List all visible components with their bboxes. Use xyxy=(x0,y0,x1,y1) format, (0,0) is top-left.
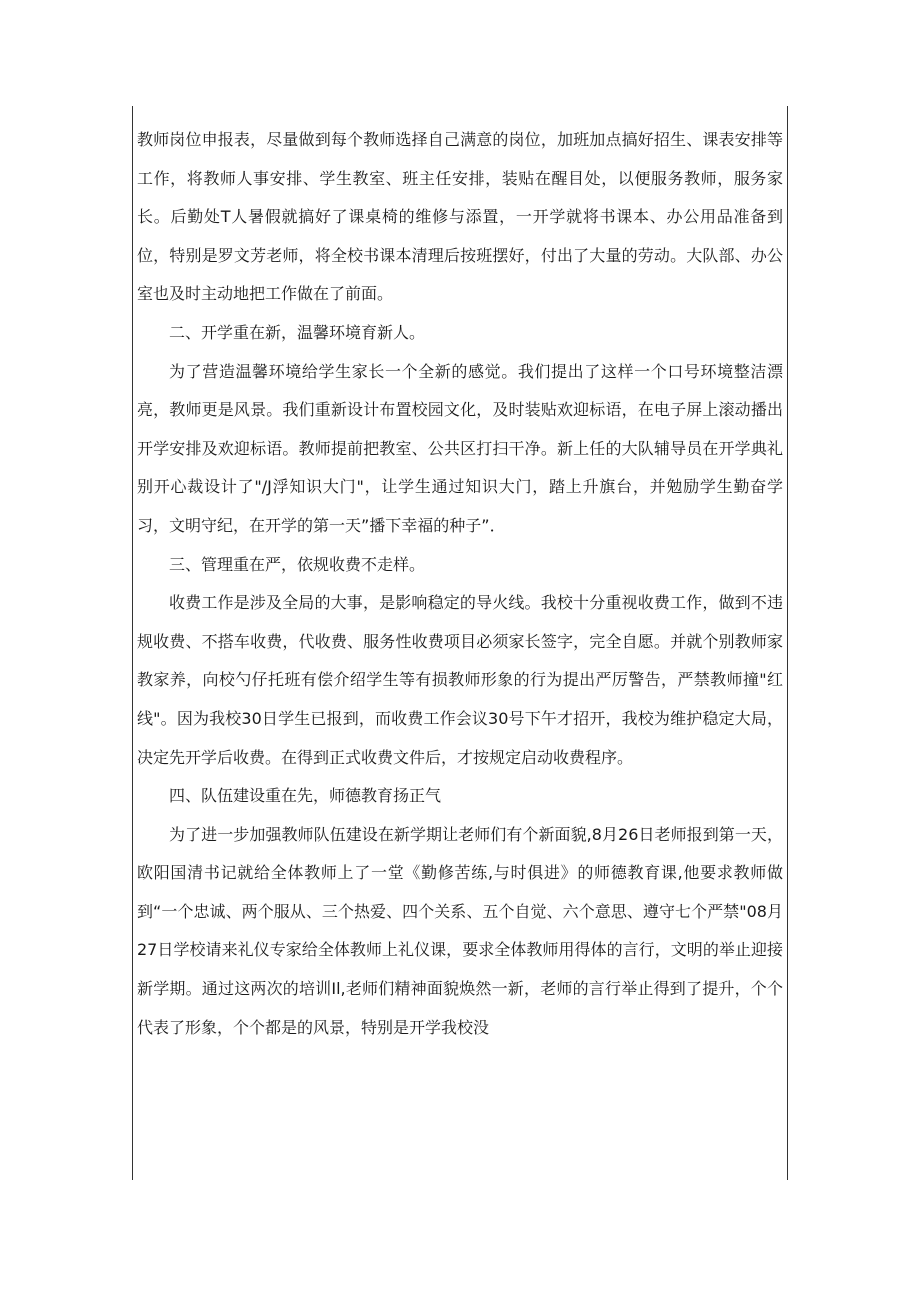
paragraph-1: 教师岗位申报表，尽量做到每个教师选择自己满意的岗位，加班加点搞好招生、课表安排等工作，将教师人事安排、学生教室、班主任安排，装贴在醒目处，以便服务教师，服务家长。后勤处T人暑假就搞好了课桌椅的维修与添置，一开学就将书课本、办公用品准备到位，特别是罗文芳老师，将全校书课本清理后按班摆好，付出了大量的劳动。大队部、办公室也及时主动地把工作做在了前面。 xyxy=(137,130,783,304)
paragraph-4: 为了进一步加强教师队伍建设在新学期让老师们有个新面貌,8月26日老师报到第一天，欧阳国清书记就给全体教师上了一堂《勤修苦练,与时俱进》的师德教育课,他要求教师做到“一个忠诚、两个服从、三个热爱、四个关系、五个自觉、六个意思、遵守七个严禁"08月27日学校请来礼仪专家给全体教师上礼仪课，要求全体教师用得体的言行，文明的举止迎接新学期。通过这两次的培训Il,老师们精神面貌焕然一新，老师的言行举止得到了提升，个个代表了形象，个个都是的风景，特别是开学我校没 xyxy=(137,824,783,1037)
section-heading-4: 四、队伍建设重在先，师德教育扬正气 xyxy=(169,786,442,806)
paragraph-3: 收费工作是涉及全局的大事，是影响稳定的导火线。我校十分重视收费工作，做到不违规收费、不搭车收费，代收费、服务性收费项目必须家长签字，完全自愿。并就个别教师家教家养，向校勺仔托班有偿介绍学生等有损教师形象的行为提出严厉警告，严禁教师撞"红线"。因为我校30日学生已报到，而收费工作会议30号下午才招开，我校为维护稳定大局，决定先开学后收费。在得到正式收费文件后，才按规定启动收费程序。 xyxy=(137,593,783,767)
section-heading-2: 二、开学重在新，温馨环境育新人。 xyxy=(169,322,426,342)
section-heading-3: 三、管理重在严，依规收费不走样。 xyxy=(169,554,426,574)
paragraph-2: 为了营造温馨环境给学生家长一个全新的感觉。我们提出了这样一个口号环境整洁漂亮，教师更是风景。我们重新设计布置校园文化，及时装贴欢迎标语，在电子屏上滚动播出开学安排及欢迎标语。教师提前把教室、公共区打扫干净。新上任的大队辅导员在开学典礼别开心裁设计了"/J浮知识大门"，让学生通过知识大门，踏上升旗台，并勉励学生勤奋学习，文明守纪，在开学的第一天”播下幸福的种子”． xyxy=(137,361,783,535)
document-body xyxy=(137,121,783,1047)
